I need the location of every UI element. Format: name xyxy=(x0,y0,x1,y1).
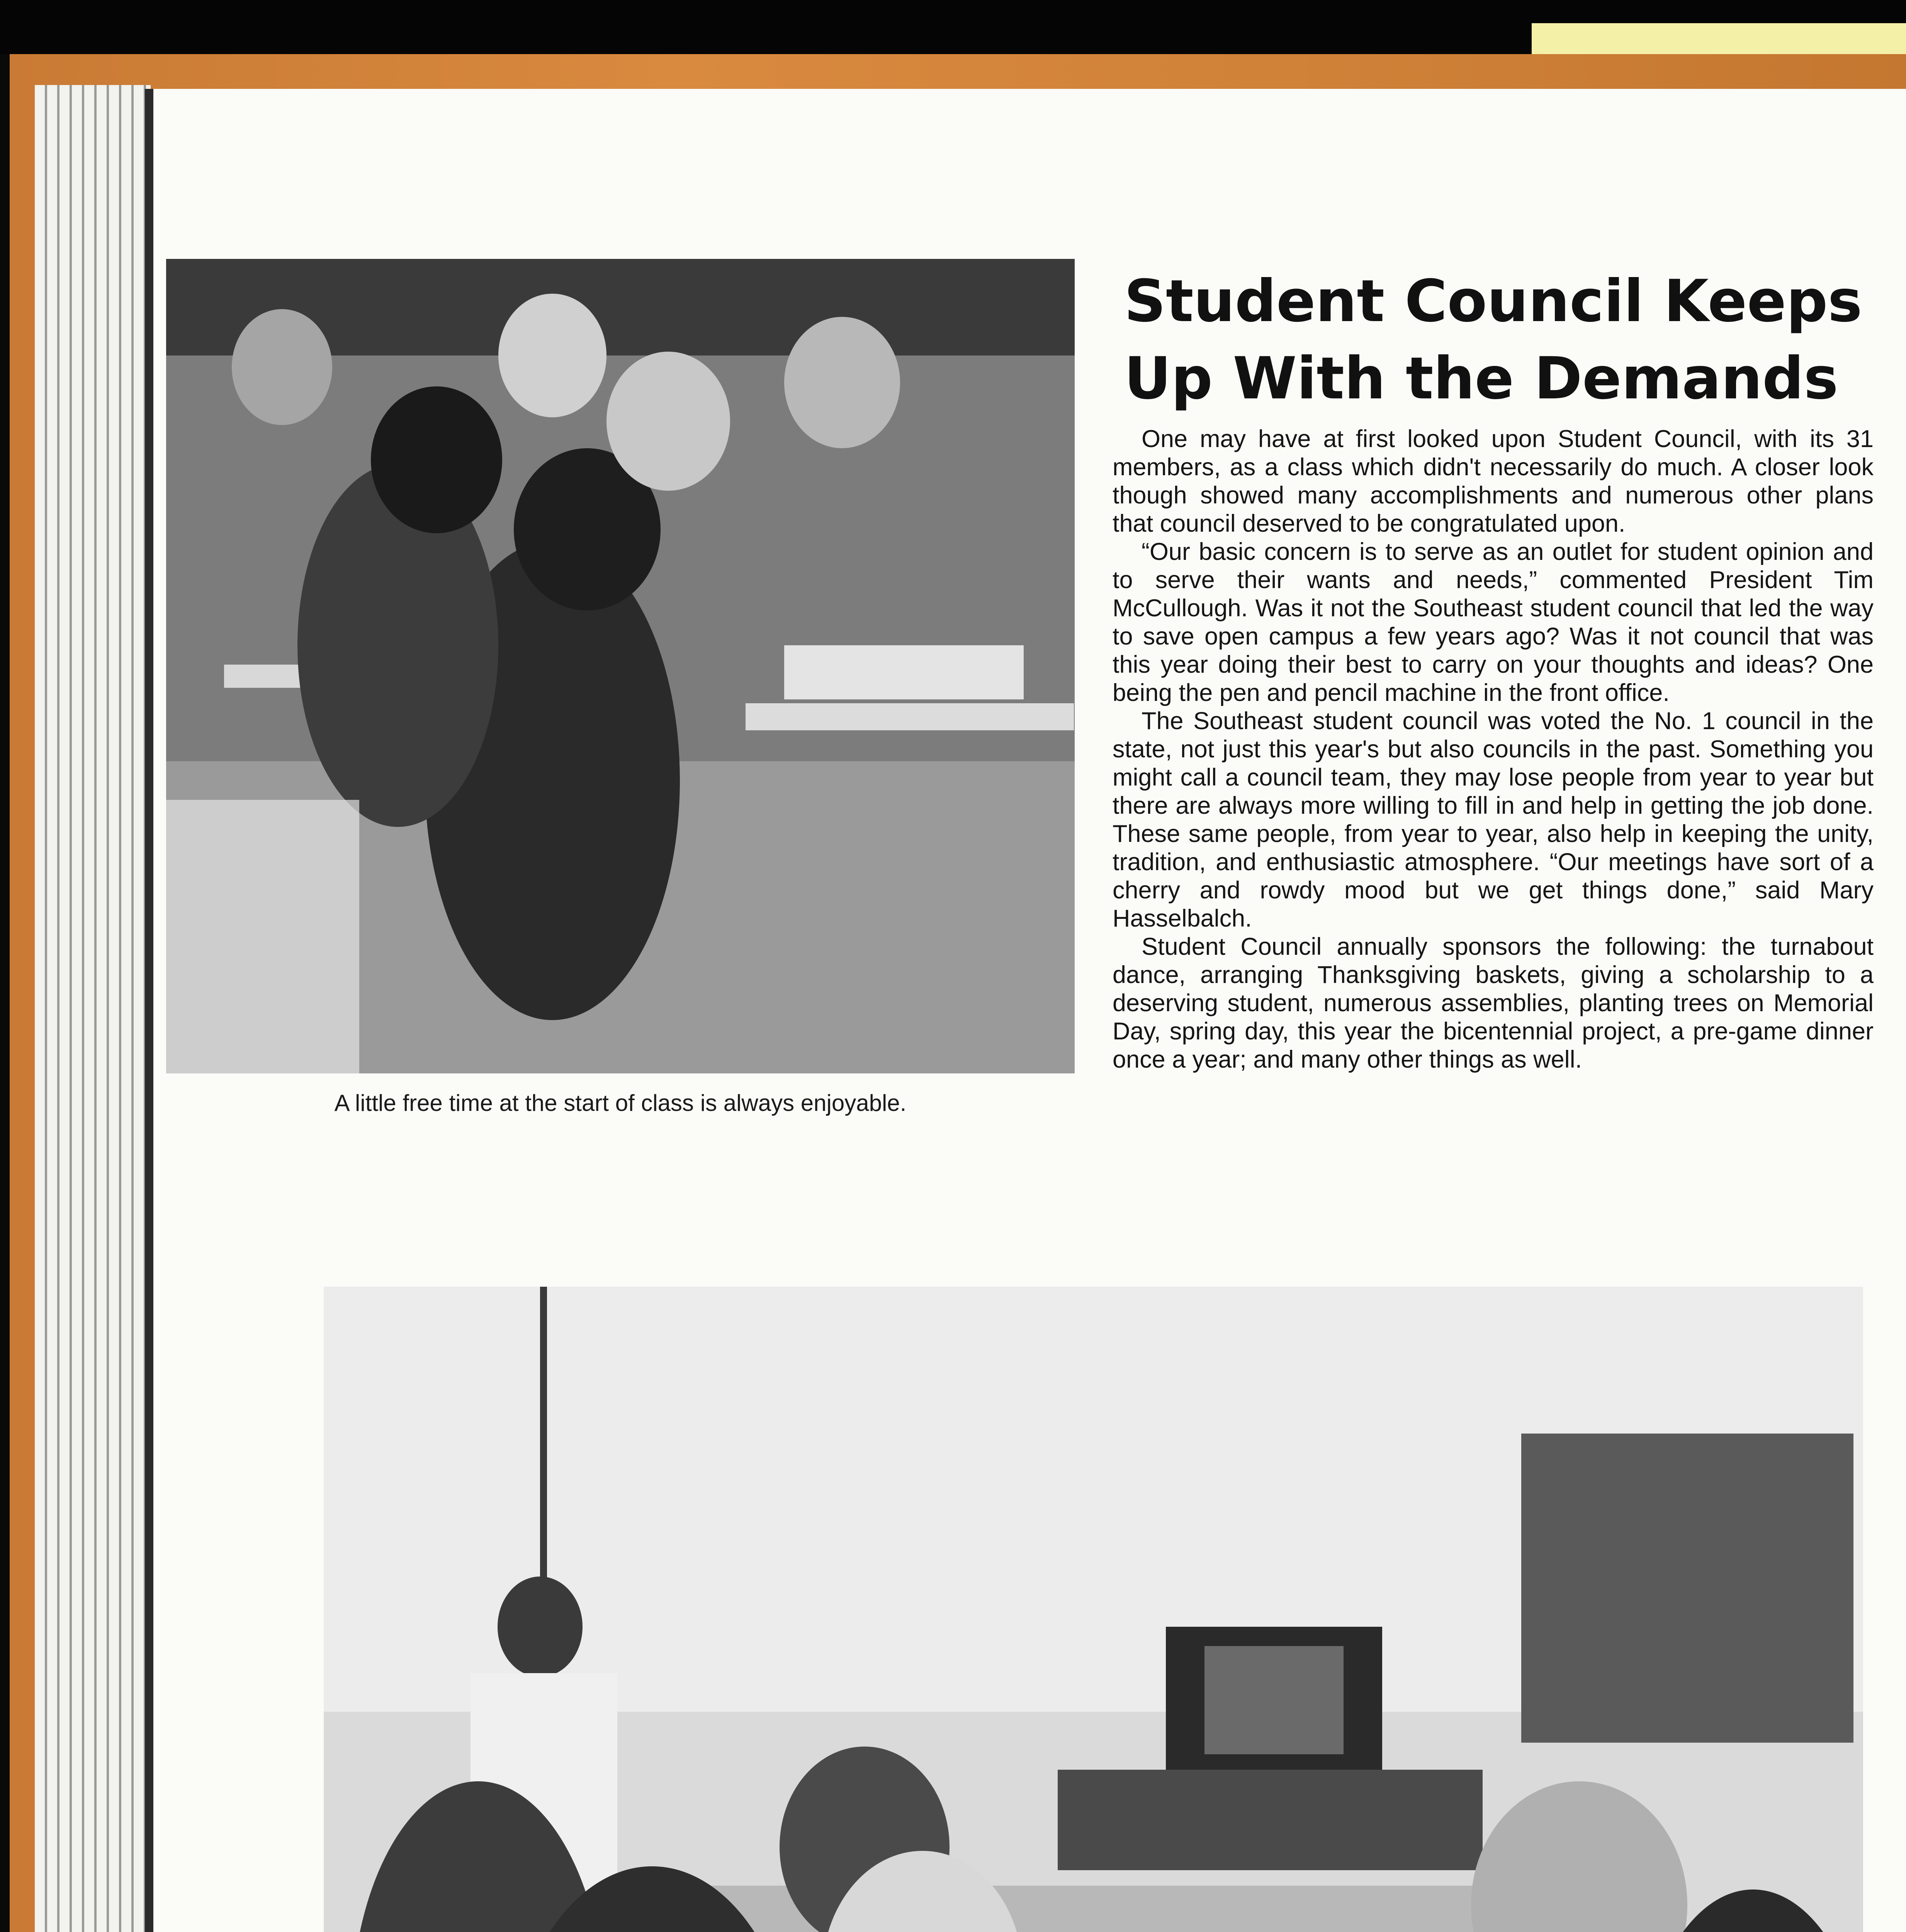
article-headline xyxy=(1124,263,1877,417)
page-edges xyxy=(35,85,151,1932)
classroom-photo-top-art xyxy=(166,259,1075,1073)
article-body xyxy=(1113,425,1874,1074)
article-paragraph: Student Council annually sponsors the following: the turnabout dance, arranging Thanksgiving baskets, giving a scholarship to a deserving student, numerous assemblies, planting trees on Memorial Day, spring day, this year the bicentennial project, a pre-game dinner once a year; and many other things as well. xyxy=(1113,933,1874,1073)
council-meeting-photo-art xyxy=(324,1287,1863,1932)
article-paragraph: “Our basic concern is to serve as an outlet for student opinion and to serve their wants and needs,” commented President Tim McCullough. Was it not the Southeast student council that led the way to save open campus a few years ago? Was it not council that was this year doing their best to carry on your thoughts and ideas? One being the pen and pencil machine in the front office. xyxy=(1113,538,1874,706)
headline-line-1: Student Council Keeps xyxy=(1124,268,1862,335)
article-paragraph: The Southeast student council was voted the No. 1 council in the state, not just this year's but also councils in the past. Something you might call a council team, they may lose people from year to year but there are always more willing to fill in and help in getting the job done. These same people, from year to year, also help in keeping the unity, tradition, and enthusiastic atmosphere. “Our meetings have sort of a cherry and rowdy mood but we get things done,” said Mary Hasselbalch. xyxy=(1113,707,1874,932)
caption-top-photo: A little free time at the start of class is always enjoyable. xyxy=(334,1090,907,1116)
headline-line-2: Up With the Demands xyxy=(1124,345,1838,412)
page-gutter-shadow xyxy=(145,89,153,1932)
article-paragraph: One may have at first looked upon Student Council, with its 31 members, as a class which didn't necessarily do much. A closer look though showed many accomplishments and numerous other plans that council deserved to be congratulated upon. xyxy=(1113,425,1874,537)
classroom-photo-top xyxy=(166,259,1075,1073)
council-meeting-photo xyxy=(324,1287,1863,1932)
